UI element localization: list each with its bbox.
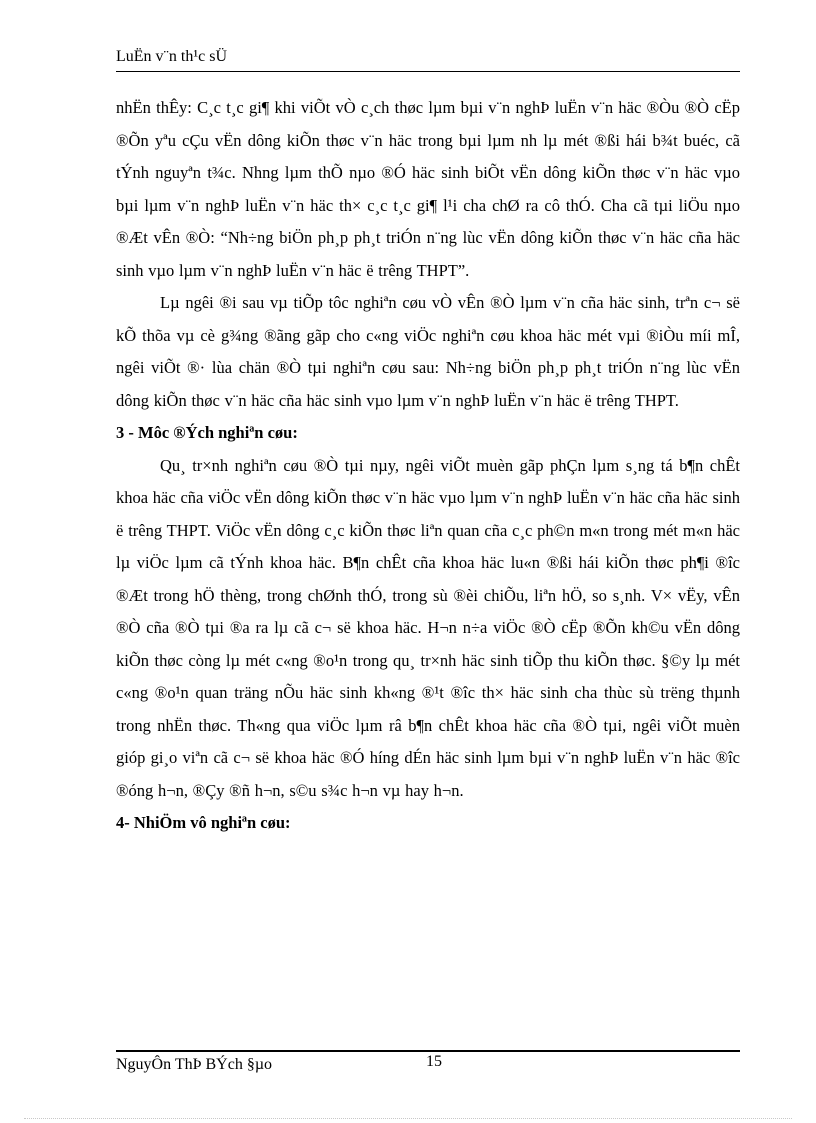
paragraph-research-purpose: Qu¸ tr×nh nghiªn cøu ®Ò tµi nµy, ngêi viÕt muèn gãp phÇn lµm s¸ng tá b¶n chÊt khoa häc cña viÖc vËn dông kiÕn thøc v¨n häc vµo lµm v¨n nghÞ luËn v¨n häc cña häc sinh ë trêng THPT. ViÖc vËn dông c¸c kiÕn thøc liªn quan cña c¸c ph©n m«n trong mét m«n häc lµ viÖc lµm cã tÝnh khoa häc. B¶n chÊt cña khoa häc lu«n ®ßi hái kiÕn thøc ph¶i ®îc ®Æt trong hÖ thèng, trong chØnh thÓ, trong sù ®èi chiÕu, liªn hÖ, so s¸nh. V× vËy, vÊn ®Ò cña ®Ò tµi ®a ra lµ cã c¬ së khoa häc. H¬n n÷a viÖc ®Ò cËp ®Õn kh©u vËn dông kiÕn thøc còng lµ mét c«ng ®o¹n trong qu¸ tr×nh häc sinh tiÕp thu kiÕn thøc. §©y lµ mét c«ng ®o¹n quan träng nÕu häc sinh kh«ng ®¹t ®îc th× häc sinh cha thùc sù trëng thµnh trong nhËn thøc. Th«ng qua viÖc lµm râ b¶n chÊt khoa häc cña ®Ò tµi, ngêi viÕt muèn gióp gi¸o viªn cã c¬ së khoa häc ®Ó híng dÉn häc sinh lµm bµi v¨n nghÞ luËn v¨n häc ®îc ®óng h¬n, ®Çy ®ñ h¬n, s©u s¾c h¬n vµ hay h¬n. <box>116 455 740 800</box>
section-heading-research-tasks: 4- NhiÖm vô nghiªn cøu: <box>116 813 291 832</box>
paragraph-topic-selection: Lµ ngêi ®i sau vµ tiÕp tôc nghiªn cøu vÒ vÊn ®Ò lµm v¨n cña häc sinh, trªn c¬ së kÕ thõa vµ cè g¾ng ®ãng gãp cho c«ng viÖc nghiªn cøu khoa häc mét vµi ®iÒu míi mÎ, ngêi viÕt ®· lùa chän ®Ò tµi nghiªn cøu sau: Nh÷ng biÖn ph¸p ph¸t triÓn n¨ng lùc vËn dông kiÕn thøc v¨n häc cña häc sinh vµo lµm v¨n nghÞ luËn v¨n häc ë trêng THPT. <box>116 293 740 410</box>
paragraph-research-review: nhËn thÊy: C¸c t¸c gi¶ khi viÕt vÒ c¸ch thøc lµm bµi v¨n nghÞ luËn v¨n häc ®Òu ®Ò cËp ®Õn yªu cÇu vËn dông kiÕn thøc v¨n häc trong bµi lµm nh lµ mét ®ßi hái b¾t buéc, cã tÝnh nguyªn t¾c. Nhng lµm thÕ nµo ®Ó häc sinh biÕt vËn dông kiÕn thøc v¨n häc vµo bµi lµm v¨n nghÞ luËn v¨n häc th× c¸c t¸c gi¶ l¹i cha chØ ra cô thÓ. Cha cã tµi liÖu nµo ®Æt vÊn ®Ò: “Nh÷ng biÖn ph¸p ph¸t triÓn n¨ng lùc vËn dông kiÕn thøc v¨n häc cña häc sinh vµo lµm v¨n nghÞ luËn v¨n häc ë trêng THPT”. <box>116 98 740 280</box>
page-edge-divider <box>24 1118 792 1119</box>
header-rule <box>116 71 740 72</box>
section-heading-research-purpose: 3 - Môc ®Ých nghiªn cøu: <box>116 423 298 442</box>
document-body <box>116 92 740 840</box>
running-header: LuËn v¨n th¹c sÜ <box>116 48 227 65</box>
page-number: 15 <box>426 1053 442 1070</box>
footer-author: NguyÔn ThÞ BÝch §µo <box>116 1056 273 1073</box>
